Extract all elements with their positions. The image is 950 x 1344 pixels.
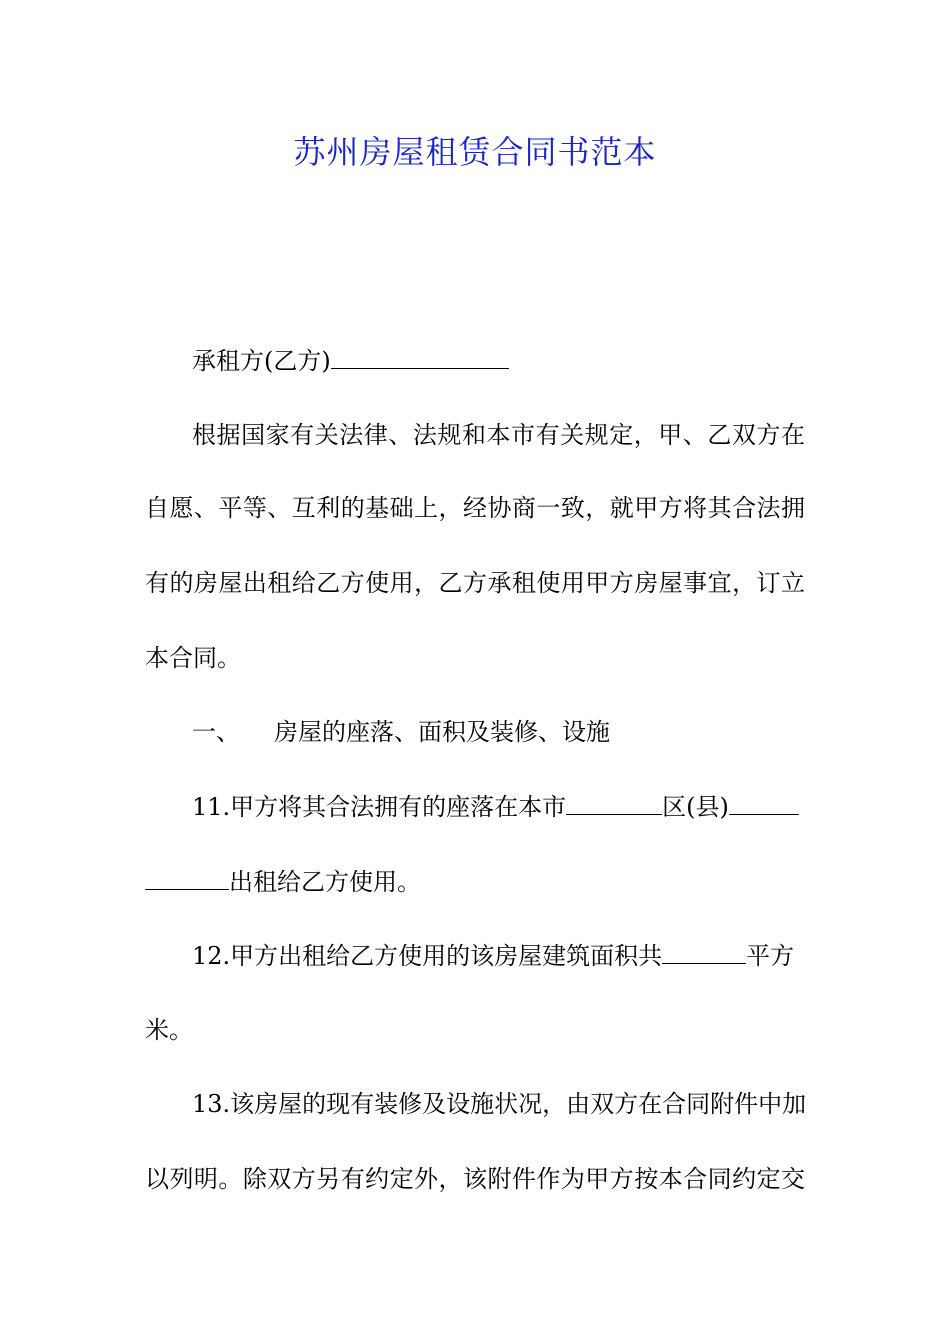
clause-11-line-1	[192, 788, 799, 825]
intro-line-4: 本合同。	[145, 644, 241, 672]
intro-line-1: 根据国家有关法律、法规和本市有关规定，甲、乙双方在	[192, 421, 805, 449]
section-1-number: 一、	[192, 718, 240, 746]
intro-line-3: 有的房屋出租给乙方使用，乙方承租使用甲方房屋事宜，订立	[145, 569, 805, 597]
clause-12-line-2: 米。	[145, 1016, 193, 1044]
section-1-heading	[192, 714, 610, 750]
clause-11-line-2	[145, 863, 421, 900]
area-blank	[662, 937, 746, 964]
county-blank	[729, 788, 799, 815]
tenant-line	[192, 342, 509, 379]
clause-11-district-label: 区(县)	[662, 793, 729, 821]
clause-12-line-1	[192, 937, 794, 974]
tenant-blank	[331, 342, 509, 369]
section-1-title: 房屋的座落、面积及装修、设施	[274, 718, 610, 746]
clause-12-unit: 平方	[746, 942, 795, 970]
clause-11-tail: 出租给乙方使用。	[229, 868, 421, 896]
tenant-label: 承租方(乙方)	[192, 347, 331, 375]
clause-13-line-2: 以列明。除双方另有约定外，该附件作为甲方按本合同约定交	[145, 1165, 805, 1193]
intro-line-2: 自愿、平等、互利的基础上，经协商一致，就甲方将其合法拥	[145, 494, 805, 522]
document-title: 苏州房屋租赁合同书范本	[293, 133, 657, 171]
address-blank	[145, 863, 229, 890]
clause-12-text: 12.甲方出租给乙方使用的该房屋建筑面积共	[192, 942, 663, 970]
clause-11-text: 11.甲方将其合法拥有的座落在本市	[192, 793, 567, 821]
city-district-blank	[566, 788, 662, 815]
clause-13-line-1: 13.该房屋的现有装修及设施状况，由双方在合同附件中加	[192, 1090, 807, 1118]
